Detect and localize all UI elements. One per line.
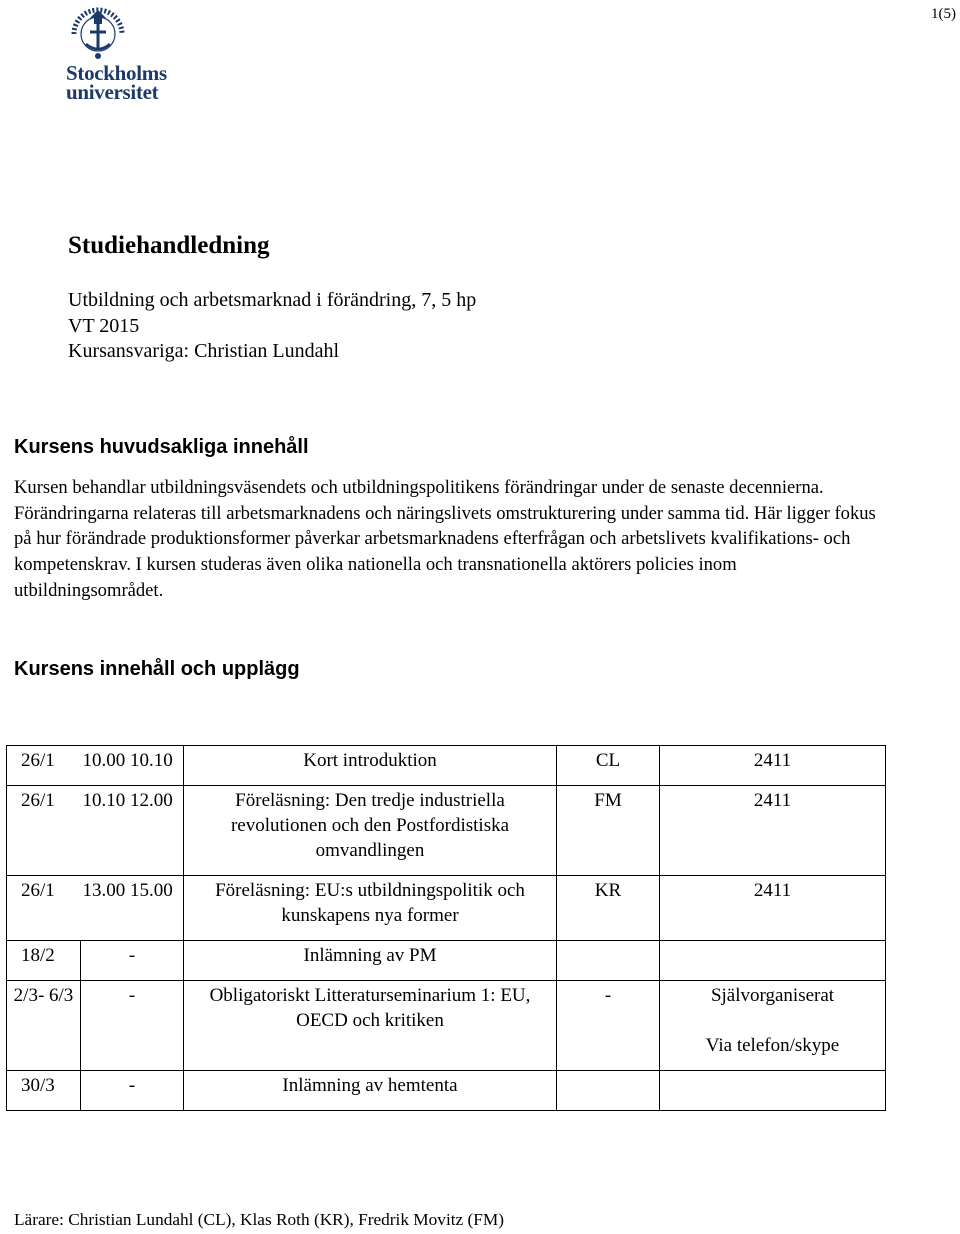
page-number: 1(5)	[931, 6, 956, 22]
schedule-activity: Föreläsning: EU:s utbildningspolitik och kunskapens nya former	[184, 876, 557, 941]
logo-line-2: universitet	[66, 80, 159, 104]
schedule-activity: Inlämning av hemtenta	[184, 1071, 557, 1111]
course-info	[68, 288, 476, 365]
table-row	[7, 876, 886, 941]
schedule-activity: Inlämning av PM	[184, 941, 557, 981]
schedule-room	[660, 1071, 886, 1111]
schedule-room: 2411	[660, 746, 886, 786]
schedule-date: 2/3- 6/3	[7, 981, 81, 1071]
schedule-time: 13.00 15.00	[81, 876, 184, 941]
table-row	[7, 746, 886, 786]
schedule-teacher	[557, 1071, 660, 1111]
table-row	[7, 941, 886, 981]
section-heading-main-content: Kursens huvudsakliga innehåll	[14, 436, 309, 458]
schedule-date: 26/1	[7, 876, 81, 941]
logo-wordmark	[66, 61, 181, 104]
schedule-time: 10.00 10.10	[81, 746, 184, 786]
schedule-room	[660, 941, 886, 981]
schedule-activity: Obligatoriskt Litteraturseminarium 1: EU, OECD och kritiken	[184, 981, 557, 1071]
schedule-date: 26/1	[7, 746, 81, 786]
schedule-time: -	[81, 941, 184, 981]
schedule-table	[6, 745, 886, 1111]
schedule-time: 10.10 12.00	[81, 786, 184, 876]
course-responsible: Kursansvariga: Christian Lundahl	[68, 340, 340, 362]
schedule-date: 30/3	[7, 1071, 81, 1111]
schedule-date: 26/1	[7, 786, 81, 876]
table-row	[7, 786, 886, 876]
schedule-time: -	[81, 1071, 184, 1111]
university-logo	[66, 4, 181, 102]
schedule-teacher: FM	[557, 786, 660, 876]
logo-line-1: Stockholms	[66, 61, 167, 85]
course-description: Kursen behandlar utbildningsväsendets och utbildningspolitikens förändringar under de senaste decennierna. Förändringarna relateras till arbetsmarknadens och näringslivets omstrukturering under samma tid. Här ligger fokus på hur förändrade produktionsformer påverkar arbetsmarknadens efterfrågan och arbetslivets kvalifikations- och kompetenskrav. I kursen studeras även olika nationella och transnationella aktörers policies inom utbildningsområdet.	[14, 477, 876, 601]
schedule-teacher: CL	[557, 746, 660, 786]
schedule-teacher: -	[557, 981, 660, 1071]
course-term: VT 2015	[68, 314, 140, 337]
schedule-teacher	[557, 941, 660, 981]
schedule-room: Självorganiserat	[710, 985, 835, 1006]
schedule-room: 2411	[660, 876, 886, 941]
course-name: Utbildning och arbetsmarknad i förändring, 7, 5 hp	[68, 289, 477, 311]
schedule-room: 2411	[660, 786, 886, 876]
schedule-activity: Föreläsning: Den tredje industriella revolutionen och den Postfordistiska omvandlingen	[184, 786, 557, 876]
schedule-activity: Kort introduktion	[184, 746, 557, 786]
university-seal-icon	[68, 4, 128, 62]
schedule-room-cell	[660, 981, 886, 1071]
schedule-time: -	[81, 981, 184, 1071]
schedule-room-note: Via telefon/skype	[705, 1035, 840, 1056]
teachers-note: Lärare: Christian Lundahl (CL), Klas Roth (KR), Fredrik Movitz (FM)	[14, 1210, 505, 1229]
table-row	[7, 981, 886, 1071]
schedule-teacher: KR	[557, 876, 660, 941]
table-row	[7, 1071, 886, 1111]
section-heading-schedule: Kursens innehåll och upplägg	[14, 658, 300, 680]
schedule-date: 18/2	[7, 941, 81, 981]
document-title: Studiehandledning	[68, 232, 270, 259]
